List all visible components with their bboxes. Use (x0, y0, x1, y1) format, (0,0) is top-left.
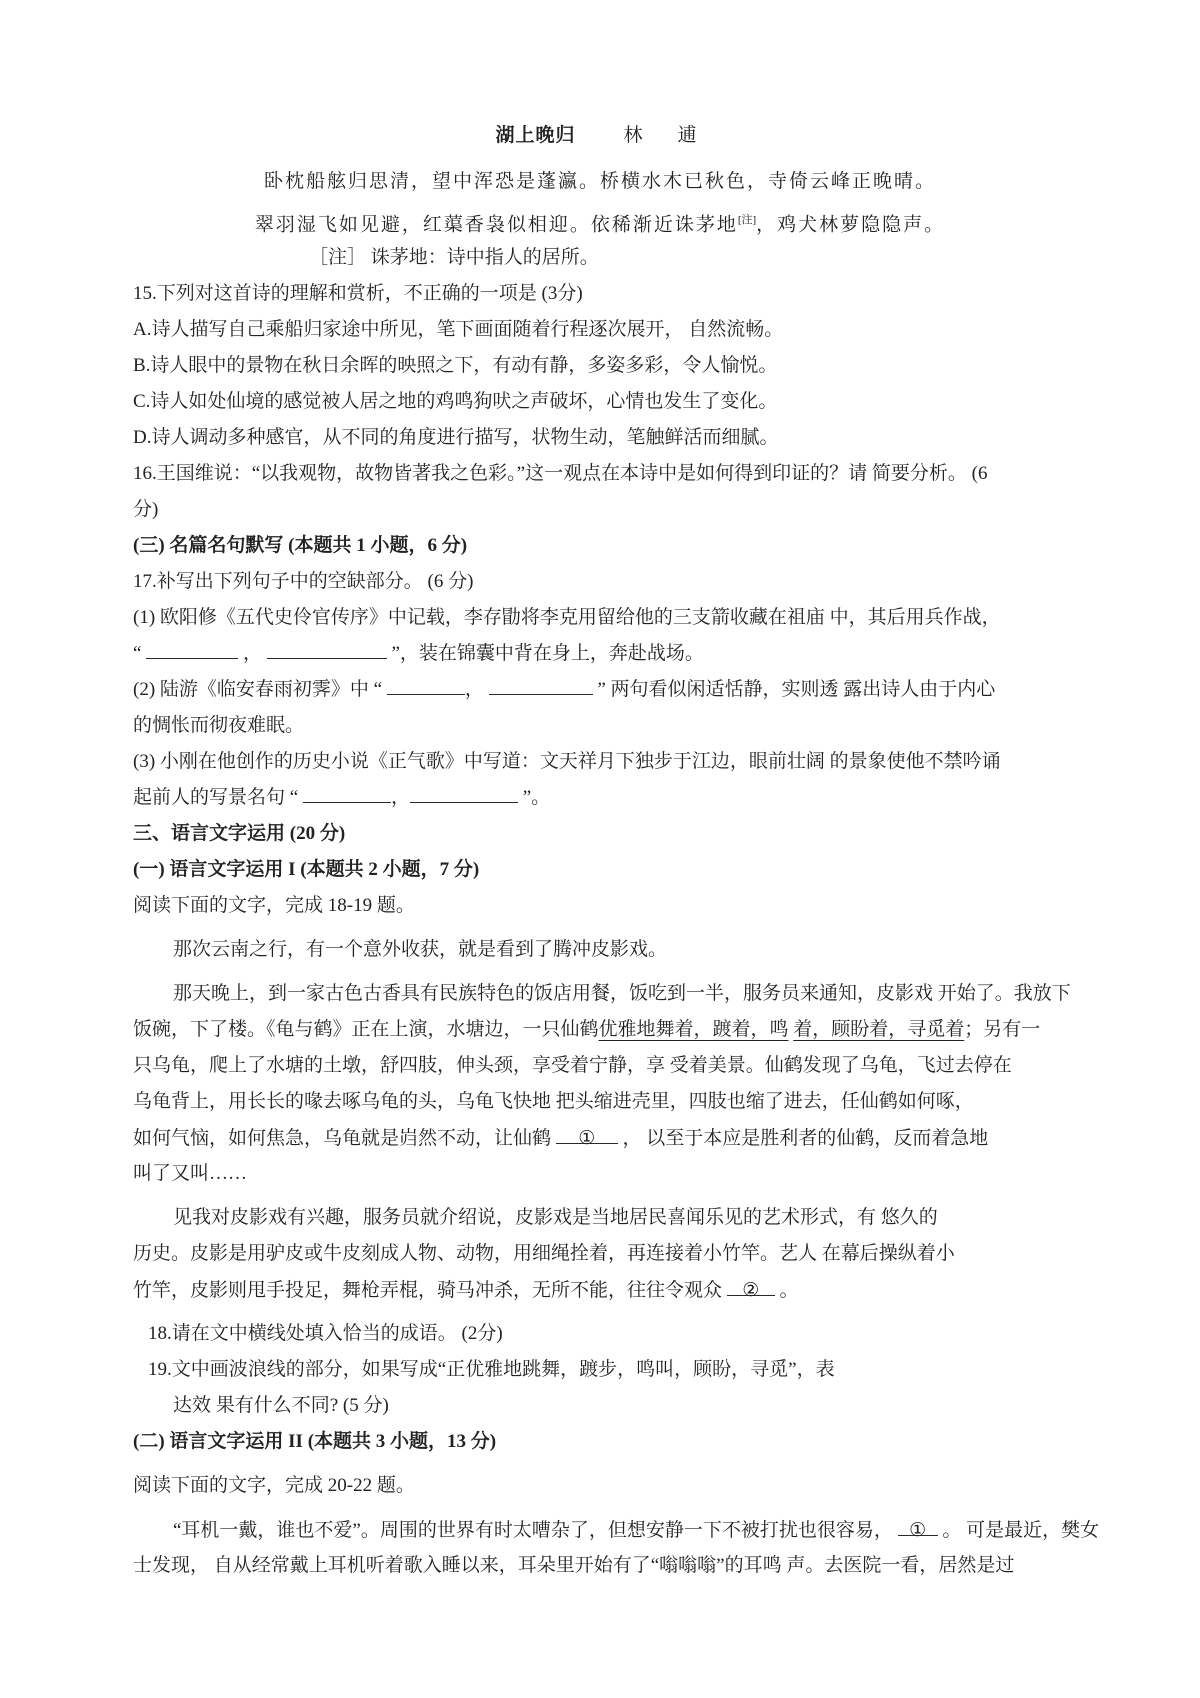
page-content (133, 118, 1100, 1584)
q17-item1-line-2 (133, 636, 1067, 672)
lang1-paragraph-3-line-1: 见我对皮影戏有兴趣，服务员就介绍说，皮影戏是当地居民喜闻乐见的艺术形式，有 悠久的 (173, 1207, 938, 1228)
fill-in-blank (489, 676, 593, 695)
text-segment: 。 (774, 1280, 799, 1301)
poem-title-line (133, 118, 1067, 154)
q17-stem: 17.补写出下列句子中的空缺部分。 (6 分) (133, 571, 474, 592)
wavy-underlined-text: 优雅地舞着，踱着，鸣 (598, 1019, 789, 1040)
text-segment: ；另有一 (964, 1019, 1041, 1040)
text-segment: 如何气恼，如何焦急，乌龟就是岿然不动，让仙鹤 (133, 1128, 556, 1149)
q15-option-b: B.诗人眼中的景物在秋日余晖的映照之下，有动有静，多姿多彩，令人愉悦。 (133, 355, 778, 376)
poem-title: 湖上晚归 (495, 125, 576, 146)
q17-item3-line-1: (3) 小刚在他创作的历史小说《正气歌》中写道：文天祥月下独步于江边，眼前壮阔 的景象使他不禁吟诵 (133, 751, 1001, 772)
fill-in-blank (303, 784, 391, 803)
lang1-paragraph-2-line-2 (133, 1012, 1067, 1048)
text-segment: 饭碗，下了楼。《龟与鹤》正在上演，水塘边，一只仙鹤 (133, 1019, 599, 1040)
lang2-intro: 阅读下面的文字，完成 20-22 题。 (133, 1475, 415, 1496)
fill-in-blank (146, 640, 238, 659)
poem-line-1: 卧枕船舷归思清，望中浑恐是蓬瀛。桥横水木已秋色，寺倚云峰正晚晴。 (263, 171, 936, 192)
text-segment: ”，装在锦囊中背在身上，奔赴战场。 (386, 643, 704, 664)
text-segment: ， (390, 787, 410, 808)
lang1-paragraph-2-line-5 (133, 1120, 1067, 1156)
poem-note: ［注］ 诛茅地：诗中指人的居所。 (309, 247, 599, 268)
text-segment: ”。 (517, 787, 551, 808)
q17-item3-line-2 (133, 780, 1067, 816)
text-segment: ， (238, 643, 267, 664)
q19-line-2: 达效 果有什么不同? (5 分) (173, 1395, 389, 1416)
q15-option-d: D.诗人调动多种感官，从不同的角度进行描写，状物生动，笔触鲜活而细腻。 (133, 427, 779, 448)
q15-option-c: C.诗人如处仙境的感觉被人居之地的鸡鸣狗吠之声破坏，心情也发生了变化。 (133, 391, 778, 412)
text-segment: ，鸡犬林萝隐隐声。 (756, 214, 946, 236)
wavy-underlined-text: 着，顾盼着，寻觅着 (793, 1019, 965, 1040)
text-segment: “耳机一戴，谁也不爱”。周围的世界有时太嘈杂了，但想安静一下不被打扰也很容易， (173, 1520, 898, 1541)
poem-author: 林 逋 (623, 125, 705, 146)
q16-line-2: 分) (133, 499, 159, 520)
lang2-paragraph-1-line-1 (133, 1512, 1100, 1548)
lang1-paragraph-3-line-2: 历史。皮影是用驴皮或牛皮刻成人物、动物，用细绳拴着，再连接着小竹竿。艺人 在幕后操纵着小 (133, 1243, 955, 1264)
text-segment: 。 可是最近，樊女 (937, 1520, 1100, 1541)
lang1-heading: (一) 语言文字运用 I (本题共 2 小题，7 分) (133, 859, 480, 880)
q15-option-a: A.诗人描写自己乘船归家途中所见，笔下画面随着行程逐次展开， 自然流畅。 (133, 319, 784, 340)
lang1-intro: 阅读下面的文字，完成 18-19 题。 (133, 895, 415, 916)
lang1-paragraph-3-line-3 (133, 1272, 1067, 1308)
q16-line-1: 16.王国维说：“以我观物，故物皆著我之色彩。”这一观点在本诗中是如何得到印证的？请 简要分析。 (6 (133, 463, 988, 484)
text-segment: “ (133, 643, 147, 664)
section-lang-heading: 三、语言文字运用 (20 分) (133, 823, 346, 844)
text-segment: 竹竿，皮影则甩手投足，舞枪弄棍，骑马冲杀，无所不能，往往令观众 (133, 1280, 727, 1301)
q15-stem: 15.下列对这首诗的理解和赏析，不正确的一项是 (3分) (133, 283, 583, 304)
lang1-paragraph-1: 那次云南之行，有一个意外收获，就是看到了腾冲皮影戏。 (173, 939, 668, 960)
text-segment: ” 两句看似闲适恬静，实则透 露出诗人由于内心 (592, 679, 996, 700)
fill-in-blank (387, 676, 465, 695)
note-ref-superscript: [注] (737, 214, 757, 226)
numbered-fill-blank: ② (727, 1272, 775, 1296)
q17-item1-line-1: (1) 欧阳修《五代史伶官传序》中记载，李存勖将李克用留给他的三支箭收藏在祖庙 中，其后用兵作战， (133, 607, 1001, 628)
lang2-heading: (二) 语言文字运用 II (本题共 3 小题，13 分) (133, 1431, 497, 1452)
section-3-heading: (三) 名篇名句默写 (本题共 1 小题，6 分) (133, 535, 468, 556)
poem-line-2 (133, 201, 1067, 240)
numbered-fill-blank: ① (898, 1512, 938, 1536)
q18-stem: 18.请在文中横线处填入恰当的成语。 (2分) (148, 1323, 503, 1344)
lang1-paragraph-2-line-6: 叫了又叫…… (133, 1163, 248, 1184)
fill-in-blank (410, 784, 518, 803)
text-segment: 起前人的写景名句 “ (133, 787, 303, 808)
q17-item2-line-2: 的惆怅而彻夜难眠。 (133, 715, 305, 736)
lang2-paragraph-1-line-2: 士发现， 自从经常戴上耳机听着歌入睡以来，耳朵里开始有了“嗡嗡嗡”的耳鸣 声。去医院一看，居然是过 (133, 1555, 1015, 1576)
text-segment: (2) 陆游《临安春雨初霁》中 “ (133, 679, 387, 700)
text-segment: 翠羽湿飞如见避，红蕖香袅似相迎。依稀渐近诛茅地 (254, 214, 738, 236)
fill-in-blank (267, 640, 387, 659)
q17-item2-line-1 (133, 672, 1067, 708)
text-segment: ， (464, 679, 489, 700)
q19-line-1: 19.文中画波浪线的部分，如果写成“正优雅地跳舞，踱步，鸣叫，顾盼，寻觅”，表 (148, 1359, 835, 1380)
numbered-fill-blank: ① (556, 1120, 618, 1144)
lang1-paragraph-2-line-4: 乌龟背上，用长长的喙去啄乌龟的头，乌龟飞快地 把头缩进壳里，四肢也缩了进去，任仙鹤如何啄， (133, 1091, 974, 1112)
lang1-paragraph-2-line-1: 那天晚上，到一家古色古香具有民族特色的饭店用餐，饭吃到一半，服务员来通知，皮影戏 开始了。我放下 (173, 983, 1071, 1004)
lang1-paragraph-2-line-3: 只乌龟，爬上了水塘的土墩，舒四肢，伸头颈，享受着宁静，享 受着美景。仙鹤发现了乌龟，飞过去停在 (133, 1055, 1012, 1076)
text-segment: ， 以至于本应是胜利者的仙鹤，反而着急地 (617, 1128, 989, 1149)
